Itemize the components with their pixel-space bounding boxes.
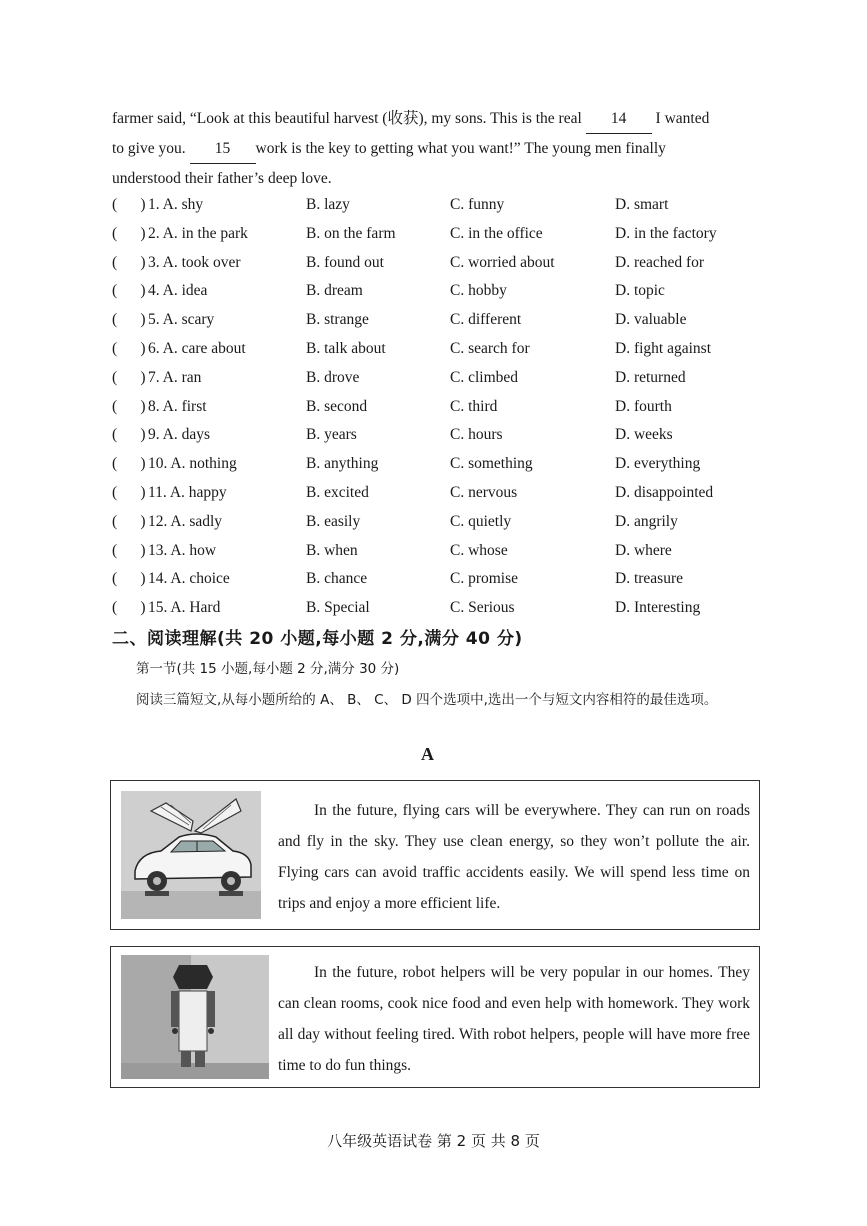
flying-car-image [121, 791, 261, 919]
robot-illustration [121, 955, 269, 1079]
option-c: C. Serious [450, 599, 515, 617]
option-a: 2. A. in the park [148, 224, 248, 242]
option-a: 5. A. scary [148, 311, 215, 329]
option-row [112, 219, 752, 248]
option-a: 8. A. first [148, 397, 207, 415]
option-b: B. drove [306, 368, 360, 386]
option-a: 15. A. Hard [148, 599, 221, 617]
option-a: 6. A. care about [148, 340, 246, 357]
option-row [112, 478, 752, 507]
passage-text: to give you. [112, 140, 186, 157]
option-a: 12. A. sadly [148, 512, 223, 530]
option-b: B. on the farm [306, 224, 396, 242]
option-b: B. years [306, 426, 357, 444]
passage-text: work is the key to getting what you want!” The young men finally [255, 140, 666, 157]
option-b: B. lazy [306, 196, 350, 213]
answer-bracket: ( ) [112, 196, 146, 213]
option-d: D. where [615, 541, 672, 559]
answer-bracket: ( ) [112, 282, 146, 300]
option-c: C. quietly [450, 512, 512, 530]
option-d: D. in the factory [615, 224, 717, 242]
option-c: C. something [450, 455, 533, 473]
option-row [112, 190, 752, 219]
passage-line-2 [112, 134, 760, 164]
option-b: B. chance [306, 570, 368, 588]
option-d: D. Interesting [615, 599, 701, 617]
option-a: 4. A. idea [148, 282, 208, 300]
option-d: D. fight against [615, 340, 711, 357]
answer-bracket: ( ) [112, 224, 146, 242]
option-row [112, 420, 752, 449]
passage-line-1 [112, 104, 760, 134]
option-a: 10. A. nothing [148, 455, 237, 473]
passage-text: I wanted [655, 110, 710, 127]
section-subtitle: 第一节(共 15 小题,每小题 2 分,满分 30 分) [136, 661, 400, 677]
passage-label: A [421, 744, 434, 764]
option-d: D. weeks [615, 426, 673, 444]
option-row [112, 593, 752, 622]
answer-bracket: ( ) [112, 599, 146, 617]
option-b: B. talk about [306, 340, 386, 357]
option-c: C. whose [450, 541, 508, 559]
option-c: C. promise [450, 570, 519, 588]
option-a: 1. A. shy [148, 196, 204, 213]
option-b: B. easily [306, 512, 361, 530]
passage-text-robot: In the future, robot helpers will be very popular in our homes. They can clean rooms, cook nice food and even help with homework. They work all day without feeling tired. With robot helpers, people will have more free time to do fun things. [278, 964, 750, 1074]
blank-14: 14 [586, 104, 652, 134]
option-c: C. search for [450, 340, 530, 357]
option-c: C. third [450, 397, 498, 415]
option-row [112, 248, 752, 277]
option-c: C. hours [450, 426, 503, 444]
option-c: C. in the office [450, 224, 543, 242]
robot-image [121, 955, 269, 1079]
answer-bracket: ( ) [112, 311, 146, 329]
answer-bracket: ( ) [112, 484, 146, 501]
answer-bracket: ( ) [112, 570, 146, 588]
option-c: C. funny [450, 196, 505, 213]
option-b: B. anything [306, 455, 379, 473]
option-b: B. when [306, 541, 358, 559]
passage-text: farmer said, “Look at this beautiful harvest (收获), my sons. This is the real [112, 110, 582, 127]
passage-end [112, 104, 760, 193]
option-a: 11. A. happy [148, 484, 227, 501]
option-d: D. everything [615, 455, 701, 473]
answer-bracket: ( ) [112, 397, 146, 415]
option-a: 14. A. choice [148, 570, 230, 588]
option-a: 7. A. ran [148, 368, 202, 386]
option-d: D. valuable [615, 311, 687, 329]
option-d: D. disappointed [615, 484, 714, 501]
blank-15: 15 [190, 134, 256, 164]
option-c: C. worried about [450, 253, 555, 271]
option-b: B. dream [306, 282, 363, 300]
page-footer: 八年级英语试卷 第 2 页 共 8 页 [327, 1132, 540, 1150]
option-row [112, 536, 752, 565]
passage-box-robot [110, 946, 760, 1088]
option-row [112, 564, 752, 593]
option-c: C. nervous [450, 484, 518, 501]
option-a: 13. A. how [148, 541, 217, 559]
option-row [112, 449, 752, 478]
section-title: 二、阅读理解(共 20 小题,每小题 2 分,满分 40 分) [112, 629, 523, 649]
section-instruction: 阅读三篇短文,从每小题所给的 A、 B、 C、 D 四个选项中,选出一个与短文内容相符的最佳选项。 [136, 692, 718, 708]
option-a: 3. A. took over [148, 253, 241, 271]
passage-text-flying-car: In the future, flying cars will be everywhere. They can run on roads and fly in the sky. They use clean energy, so they won’t pollute the air. Flying cars can avoid traffic accidents easily. We will spend less time on trips and enjoy a more efficient life. [278, 802, 750, 912]
answer-bracket: ( ) [112, 340, 146, 357]
flying-car-illustration [121, 791, 261, 919]
answer-bracket: ( ) [112, 253, 146, 271]
passage-line-3: understood their father’s deep love. [112, 170, 332, 187]
option-row [112, 276, 752, 305]
answer-bracket: ( ) [112, 368, 146, 386]
option-d: D. reached for [615, 253, 705, 271]
option-c: C. different [450, 311, 522, 329]
option-d: D. smart [615, 196, 669, 213]
answer-bracket: ( ) [112, 541, 146, 559]
option-a: 9. A. days [148, 426, 210, 444]
option-b: B. Special [306, 599, 370, 617]
passage-box-flying-car [110, 780, 760, 930]
option-row [112, 363, 752, 392]
option-row [112, 305, 752, 334]
option-d: D. angrily [615, 512, 678, 530]
option-c: C. hobby [450, 282, 507, 300]
option-b: B. strange [306, 311, 369, 329]
option-row [112, 507, 752, 536]
answer-bracket: ( ) [112, 426, 146, 444]
option-c: C. climbed [450, 368, 519, 386]
option-d: D. fourth [615, 397, 672, 415]
answer-bracket: ( ) [112, 512, 146, 530]
option-row [112, 392, 752, 421]
option-d: D. topic [615, 282, 665, 300]
option-d: D. returned [615, 368, 686, 386]
answer-bracket: ( ) [112, 455, 146, 473]
option-b: B. second [306, 397, 368, 415]
option-b: B. found out [306, 253, 384, 271]
option-b: B. excited [306, 484, 369, 501]
option-d: D. treasure [615, 570, 683, 588]
option-row [112, 334, 752, 363]
